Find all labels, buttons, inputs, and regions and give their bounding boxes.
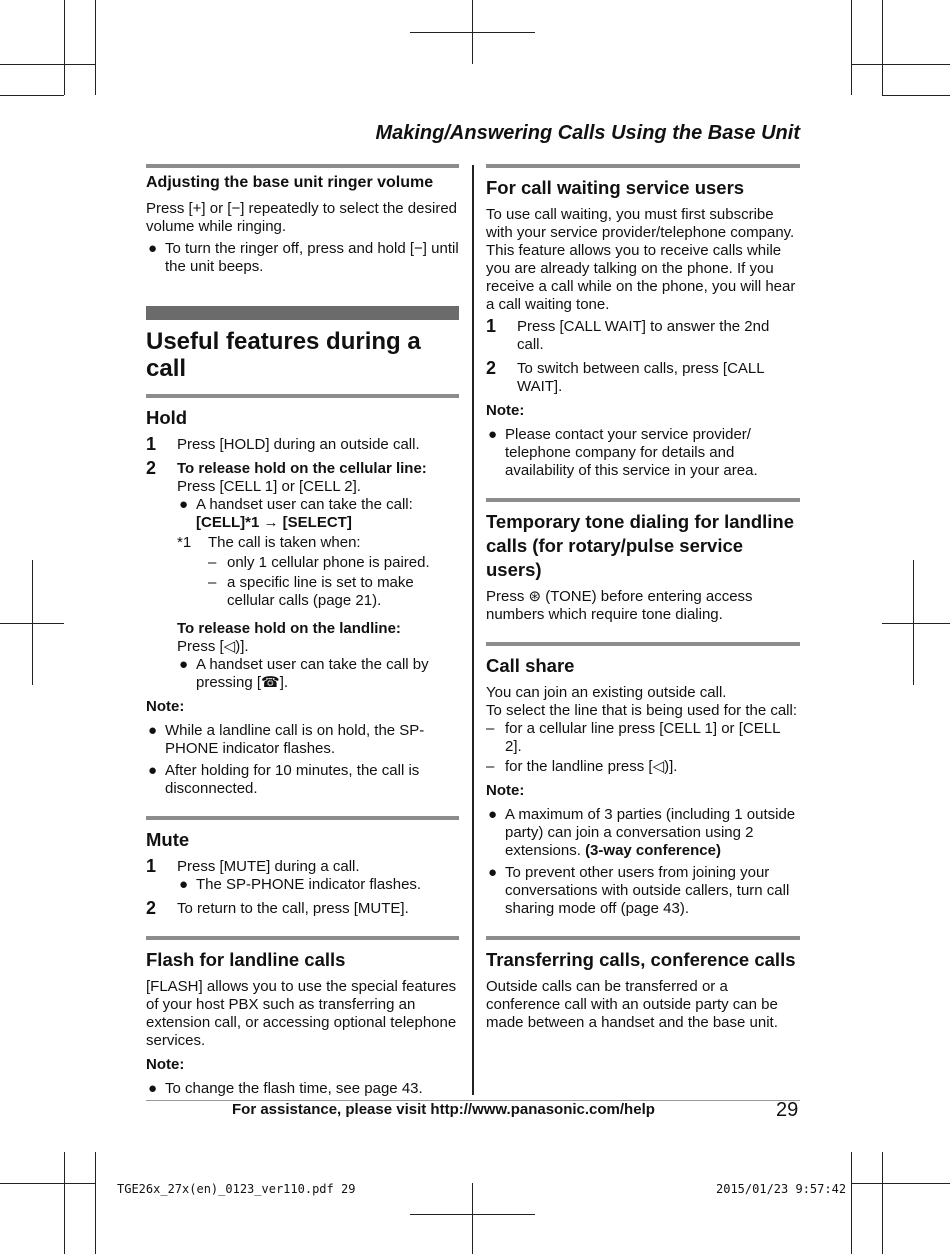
crop-mark bbox=[851, 1183, 950, 1184]
mute-step-1: 1 Press [MUTE] during a call. ● The SP-PHONE indicator flashes. bbox=[146, 858, 459, 894]
waiting-step-2: 2 To switch between calls, press [CALL WAIT]. bbox=[486, 358, 765, 395]
footer-help-text: For assistance, please visit http://www.panasonic.com/help bbox=[232, 1101, 655, 1118]
hold-step-2: 2 To release hold on the cellular line: Press [CELL 1] or [CELL 2]. ● A handset user can take the call: [CELL]*1 → [SELECT] bbox=[146, 460, 459, 532]
share-dash-2: – for the landline press [◁)]. bbox=[486, 758, 678, 775]
mute-title: Mute bbox=[146, 829, 190, 850]
section-rule bbox=[146, 164, 459, 168]
waiting-text: To use call waiting, you must first subscribe with your service provider/telephone company. This feature allows you to receive calls while you are already talking on the phone. If you receive a call while on the phone, you will hear a call waiting tone. bbox=[486, 206, 796, 313]
running-header: Making/Answering Calls Using the Base Unit bbox=[375, 122, 800, 144]
landline-release-line: Press [◁)]. bbox=[177, 638, 249, 655]
crop-mark bbox=[913, 560, 914, 685]
mute-step-2: 2 To return to the call, press [MUTE]. bbox=[146, 898, 409, 918]
crop-mark bbox=[882, 623, 950, 624]
hold-note-label: Note: bbox=[146, 698, 185, 715]
crop-mark bbox=[0, 95, 64, 96]
share-note-2: ● To prevent other users from joining your conversations with outside callers, turn call sharing mode off (page 43). bbox=[488, 864, 790, 917]
mute-step-1-bullet: ● The SP-PHONE indicator flashes. bbox=[179, 876, 422, 893]
crop-mark bbox=[64, 1152, 65, 1254]
ringer-text: Press [+] or [−] repeatedly to select the desired volume while ringing. bbox=[146, 200, 458, 235]
crop-mark bbox=[95, 0, 96, 95]
left-column bbox=[146, 164, 459, 1102]
ringer-title: Adjusting the base unit ringer volume bbox=[146, 174, 434, 191]
tone-title: Temporary tone dialing for landline calls (for rotary/pulse service users) bbox=[486, 511, 795, 580]
landline-release-head: To release hold on the landline: bbox=[177, 620, 401, 637]
waiting-note-1: ● Please contact your service provider/ telephone company for details and availability of this service in your area. bbox=[488, 426, 758, 479]
footnote-dash-2: – a specific line is set to make cellular calls (page 21). bbox=[208, 574, 414, 609]
print-timestamp: 2015/01/23 9:57:42 bbox=[716, 1182, 847, 1196]
print-file-name: TGE26x_27x(en)_0123_ver110.pdf 29 bbox=[117, 1182, 356, 1196]
crop-mark bbox=[0, 1183, 95, 1184]
hold-step-2-bullet: ● A handset user can take the call: [CELL]*1 → [SELECT] bbox=[179, 496, 413, 531]
crop-mark bbox=[64, 0, 65, 95]
transfer-title: Transferring calls, conference calls bbox=[486, 949, 796, 970]
share-note-1: ● A maximum of 3 parties (including 1 outside party) can join a conversation using 2 extensions. (3-way conference) bbox=[488, 806, 796, 859]
transfer-text: Outside calls can be transferred or a conference call with an outside party can be made between a handset and the base unit. bbox=[486, 978, 778, 1031]
useful-features-title: Useful features during a call bbox=[146, 328, 421, 382]
section-rule bbox=[146, 394, 459, 398]
crop-mark bbox=[410, 1214, 535, 1215]
crop-mark bbox=[851, 64, 950, 65]
crop-mark bbox=[882, 95, 950, 96]
footnote: *1 The call is taken when: bbox=[177, 534, 361, 551]
crop-mark bbox=[851, 1152, 852, 1254]
ringer-bullet: ● To turn the ringer off, press and hold [−] until the unit beeps. bbox=[148, 240, 459, 275]
share-text-1: You can join an existing outside call. bbox=[486, 684, 727, 701]
footnote-dash-1: – only 1 cellular phone is paired. bbox=[208, 554, 430, 571]
waiting-note-label: Note: bbox=[486, 402, 525, 419]
share-note-label: Note: bbox=[486, 782, 525, 799]
section-rule bbox=[146, 816, 459, 820]
share-title: Call share bbox=[486, 655, 575, 676]
crop-mark bbox=[95, 1152, 96, 1254]
column-divider bbox=[472, 165, 474, 1095]
waiting-title: For call waiting service users bbox=[486, 177, 745, 198]
section-rule bbox=[486, 642, 800, 646]
flash-title: Flash for landline calls bbox=[146, 949, 346, 970]
hold-note-1: ● While a landline call is on hold, the SP-PHONE indicator flashes. bbox=[148, 722, 425, 757]
landline-bullet: ● A handset user can take the call by pressing [☎]. bbox=[179, 656, 429, 691]
crop-mark bbox=[882, 1152, 883, 1254]
crop-mark bbox=[0, 64, 95, 65]
share-text-2: To select the line that is being used for the call: bbox=[486, 702, 798, 719]
section-rule bbox=[486, 164, 800, 168]
section-rule bbox=[486, 936, 800, 940]
flash-note-1: ● To change the flash time, see page 43. bbox=[148, 1080, 423, 1097]
crop-mark bbox=[410, 32, 535, 33]
flash-text: [FLASH] allows you to use the special features of your host PBX such as transferring an extension call, or accessing optional telephone services. bbox=[146, 978, 457, 1049]
hold-step-1: 1 Press [HOLD] during an outside call. bbox=[146, 434, 420, 454]
right-column bbox=[486, 164, 800, 1036]
page-number: 29 bbox=[776, 1099, 799, 1121]
share-dash-1: – for a cellular line press [CELL 1] or [CELL 2]. bbox=[486, 720, 780, 755]
hold-title: Hold bbox=[146, 407, 188, 428]
flash-note-label: Note: bbox=[146, 1056, 185, 1073]
tone-text: Press ⊛ (TONE) before entering access numbers which require tone dialing. bbox=[486, 588, 753, 623]
crop-mark bbox=[32, 560, 33, 685]
crop-mark bbox=[472, 1183, 473, 1254]
hold-note-2: ● After holding for 10 minutes, the call is disconnected. bbox=[148, 762, 420, 797]
waiting-step-1: 1 Press [CALL WAIT] to answer the 2nd call. bbox=[486, 316, 770, 353]
section-rule bbox=[486, 498, 800, 502]
crop-mark bbox=[882, 0, 883, 95]
section-rule bbox=[146, 936, 459, 940]
chapter-band bbox=[146, 306, 459, 320]
crop-mark bbox=[851, 0, 852, 95]
